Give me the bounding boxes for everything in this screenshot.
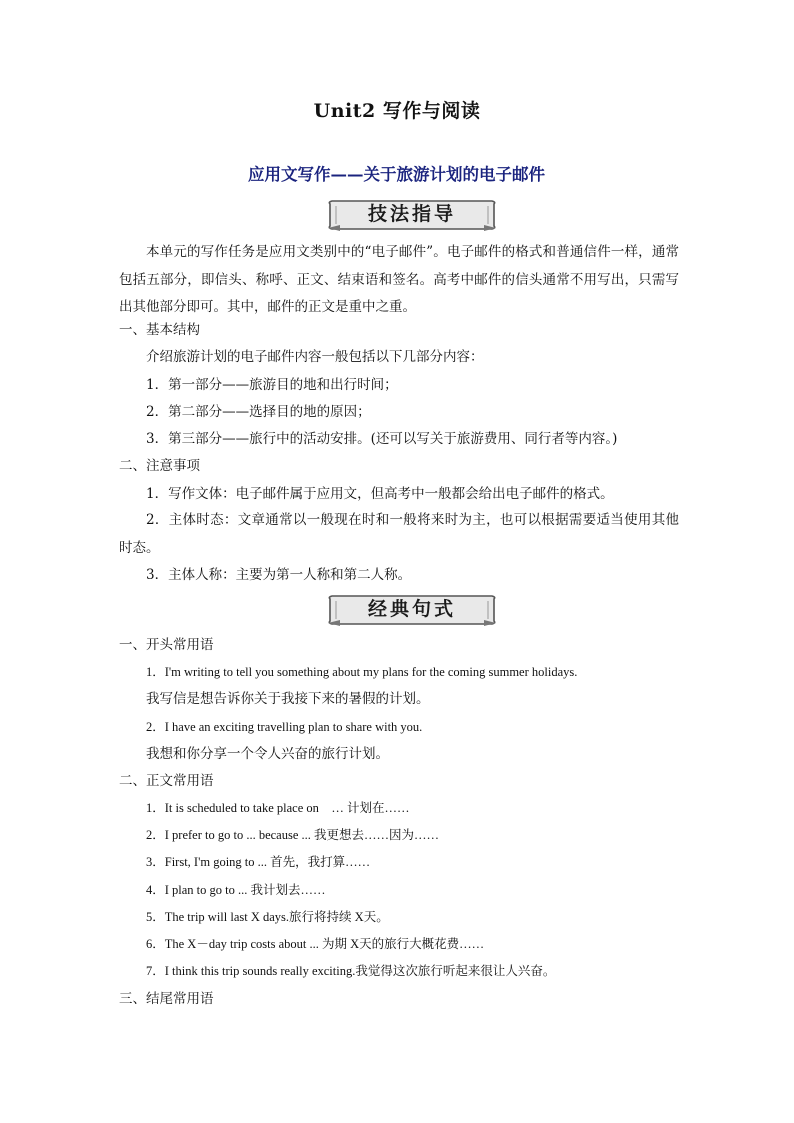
- structure-item: 2．第二部分——选择目的地的原因；: [146, 404, 371, 420]
- notes-item: 2．主体时态：文章通常以一般现在时和一般将来时为主，也可以根据需要适当使用其他时态。: [119, 512, 679, 556]
- skills-banner: [326, 198, 498, 232]
- opening-heading: 一、开头常用语: [119, 637, 214, 653]
- page-title: Unit2 写作与阅读: [313, 100, 481, 122]
- opening-sentence-en: 1．I'm writing to tell you something about my plans for the coming summer holidays.: [146, 665, 578, 679]
- body-sentence: 5．The trip will last X days.旅行将持续 X天。: [146, 910, 389, 924]
- body-sentence: 1．It is scheduled to take place on … 计划在……: [146, 801, 410, 815]
- page-subtitle: 应用文写作——关于旅游计划的电子邮件: [248, 165, 545, 184]
- intro-paragraph: 本单元的写作任务是应用文类别中的“电子邮件”。电子邮件的格式和普通信件一样，通常包括五部分，即信头、称呼、正文、结束语和签名。高考中邮件的信头通常不用写出，只需写出其他部分即可。其中，邮件的正文是重中之重。: [119, 244, 679, 315]
- opening-sentence-zh: 我写信是想告诉你关于我接下来的暑假的计划。: [146, 691, 430, 707]
- opening-sentence-en: 2．I have an exciting travelling plan to share with you.: [146, 720, 423, 734]
- sentences-banner-label: 经典句式: [367, 598, 456, 620]
- structure-lead: 介绍旅游计划的电子邮件内容一般包括以下几部分内容：: [146, 349, 484, 365]
- body-sentence: 7．I think this trip sounds really exciting.我觉得这次旅行听起来很让人兴奋。: [146, 964, 556, 978]
- structure-heading: 一、基本结构: [119, 322, 200, 338]
- opening-sentence-zh: 我想和你分享一个令人兴奋的旅行计划。: [146, 746, 389, 762]
- skills-banner-label: 技法指导: [367, 203, 456, 225]
- body-sentence: 3．First, I'm going to ... 首先，我打算……: [146, 855, 371, 869]
- body-sentence: 2．I prefer to go to ... because ... 我更想去……因为……: [146, 828, 439, 842]
- notes-item: 1．写作文体：电子邮件属于应用文，但高考中一般都会给出电子邮件的格式。: [146, 486, 614, 502]
- closing-heading: 三、结尾常用语: [119, 991, 214, 1007]
- structure-item: 3．第三部分——旅行中的活动安排。(还可以写关于旅游费用、同行者等内容。): [146, 431, 618, 447]
- notes-heading: 二、注意事项: [119, 458, 200, 474]
- body-sentence: 4．I plan to go to ... 我计划去……: [146, 883, 326, 897]
- sentences-banner: [326, 593, 498, 627]
- structure-item: 1．第一部分——旅游目的地和出行时间；: [146, 377, 398, 393]
- body-sentence: 6．The X－day trip costs about ... 为期 X天的旅行大概花费……: [146, 937, 485, 951]
- notes-item: 3．主体人称：主要为第一人称和第二人称。: [146, 567, 412, 583]
- body-heading: 二、正文常用语: [119, 773, 214, 789]
